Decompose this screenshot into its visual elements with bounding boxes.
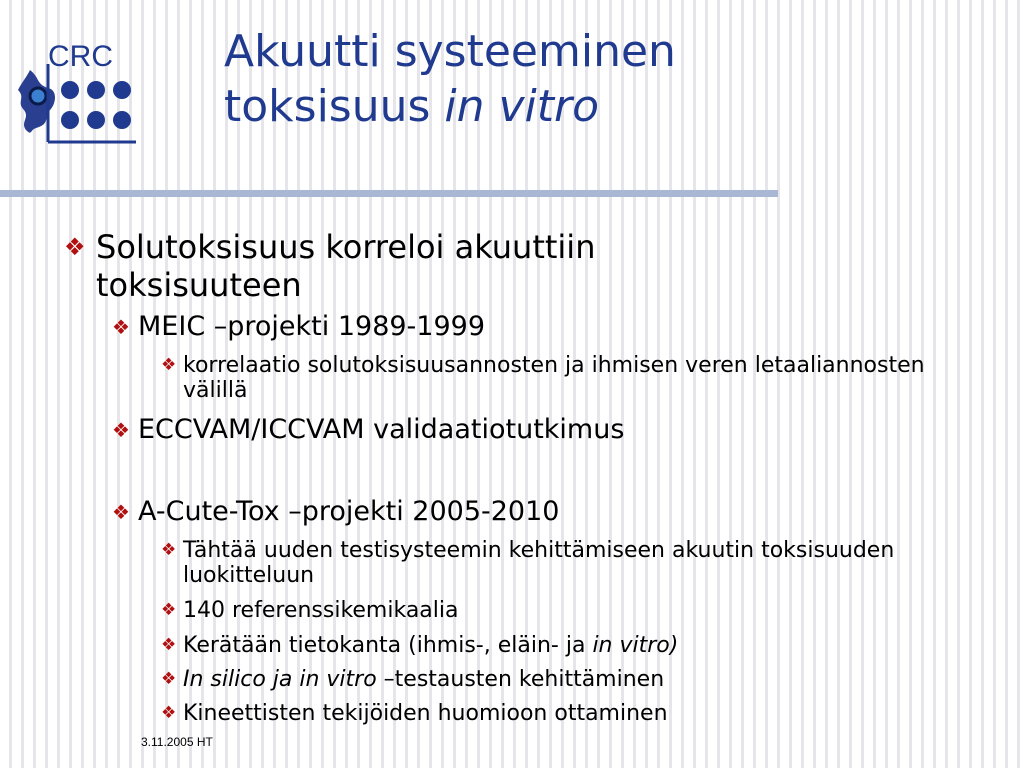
slide-footer-date: 3.11.2005 HT xyxy=(141,735,213,749)
logo-text: CRC xyxy=(48,40,113,73)
bullet-acutetox: ❖ A-Cute-Tox –projekti 2005-2010 xyxy=(112,496,560,527)
bullet-marker-icon: ❖ xyxy=(161,540,177,560)
bullet-in-silico: ❖ In silico ja in vitro –testausten kehittäminen xyxy=(161,667,665,692)
bullet-eccvam: ❖ ECCVAM/ICCVAM validaatiotutkimus xyxy=(112,414,625,445)
title-line2-italic: in vitro xyxy=(444,81,600,132)
bullet-marker-icon: ❖ xyxy=(112,500,130,524)
title-line1: Akuutti systeeminen xyxy=(224,26,676,77)
bullet-marker-icon: ❖ xyxy=(64,233,86,261)
bullet-marker-icon: ❖ xyxy=(161,669,177,689)
bullet-marker-icon: ❖ xyxy=(161,600,177,620)
bullet-marker-icon: ❖ xyxy=(112,315,130,339)
bullet-meic: ❖ MEIC –projekti 1989-1999 xyxy=(112,311,486,342)
bullet-kineettisten: ❖ Kineettisten tekijöiden huomioon ottaminen xyxy=(161,701,668,726)
bullet-referenssikemikaalia: ❖ 140 referenssikemikaalia xyxy=(161,598,459,623)
title-line2: toksisuus xyxy=(224,81,445,132)
bullet-korrelaatio: ❖ korrelaatio solutoksisuusannosten ja ihmisen veren letaaliannosten välillä xyxy=(161,353,925,403)
bullet-marker-icon: ❖ xyxy=(161,355,177,375)
bullet-tietokanta: ❖ Kerätään tietokanta (ihmis-, eläin- ja in vitro) xyxy=(161,633,679,658)
bullet-marker-icon: ❖ xyxy=(112,418,130,442)
bullet-solutoksisuus: ❖ Solutoksisuus korreloi akuuttiin toksisuuteen xyxy=(64,228,596,304)
bullet-marker-icon: ❖ xyxy=(161,635,177,655)
bullet-marker-icon: ❖ xyxy=(161,703,177,723)
bullet-tahtaa: ❖ Tähtää uuden testisysteemin kehittämiseen akuutin toksisuuden luokitteluun xyxy=(161,538,895,588)
